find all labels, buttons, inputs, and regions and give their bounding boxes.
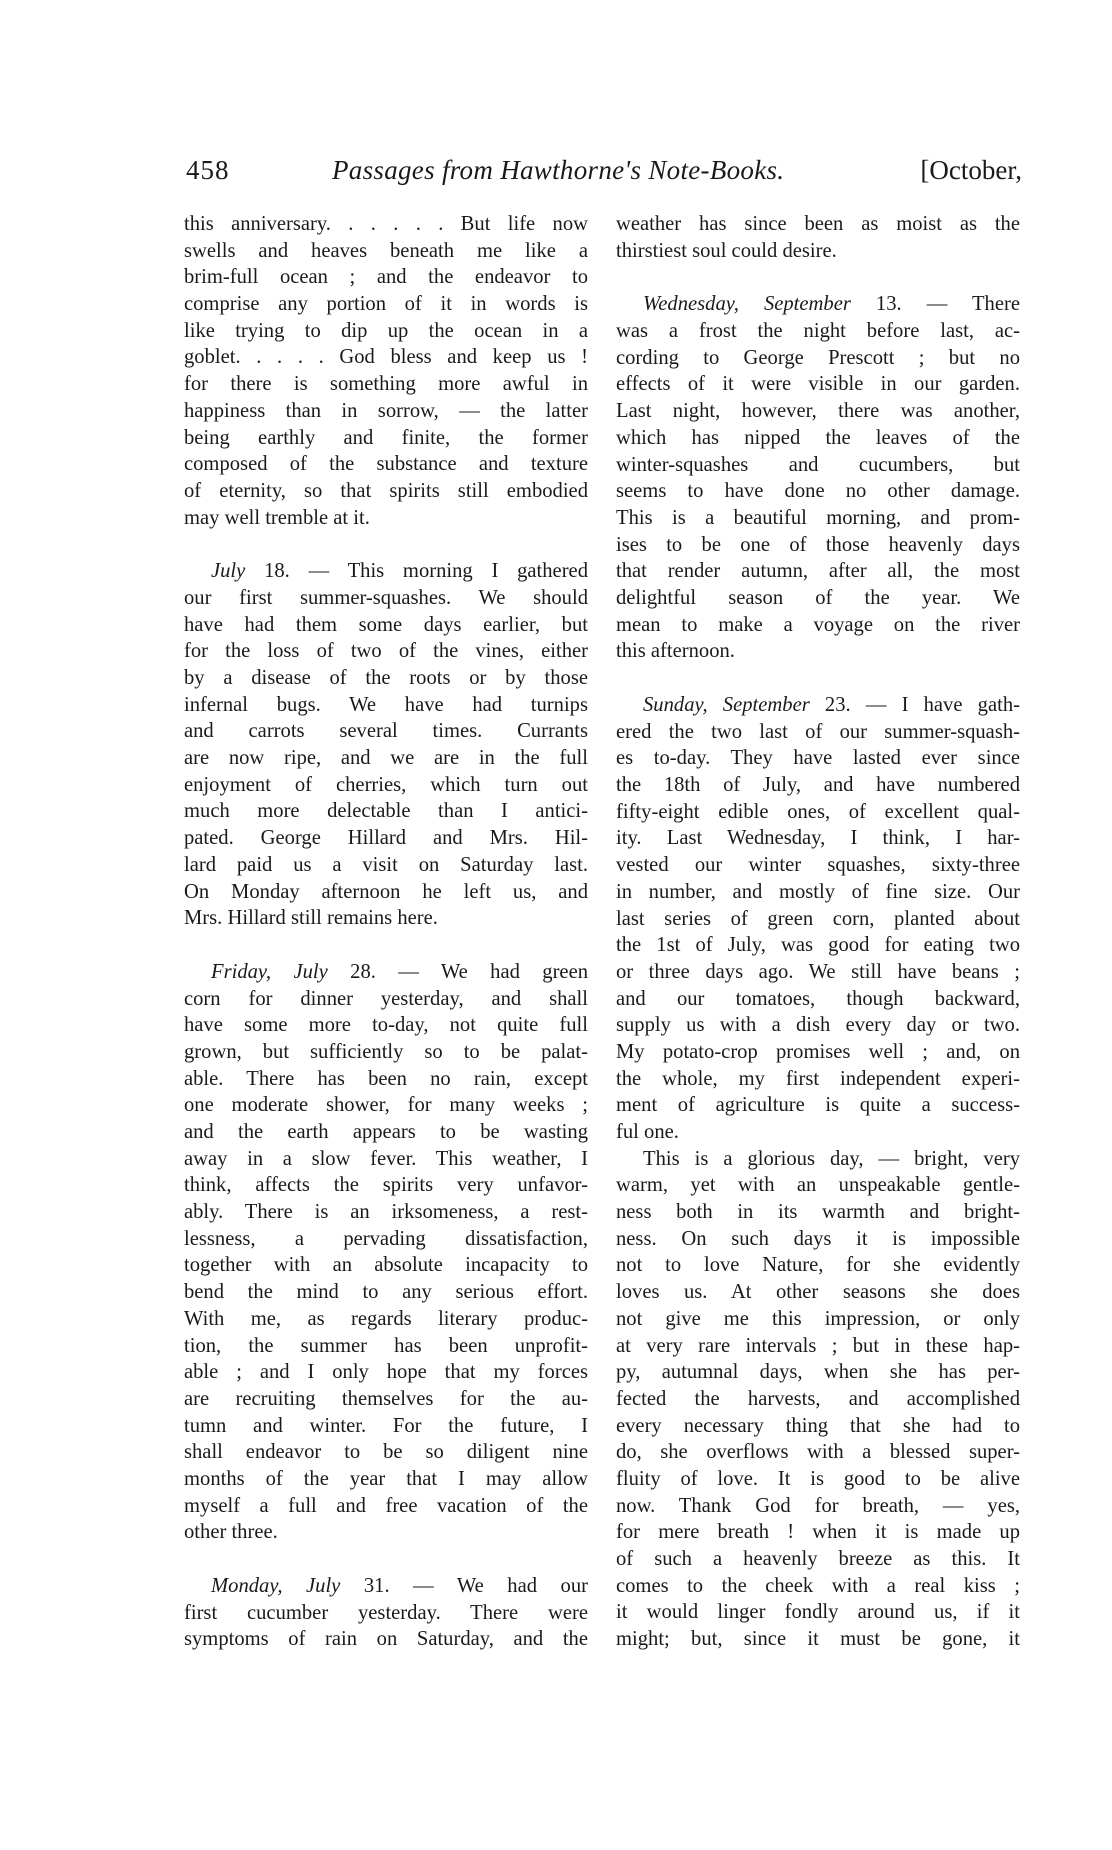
text-line: loves us. At other seasons she does — [616, 1281, 1020, 1304]
entry-first-line-text: 13. — There — [875, 293, 1020, 316]
entry-date: Sunday, September — [643, 694, 810, 716]
text-line: do, she overflows with a blessed super- — [616, 1441, 1020, 1464]
text-line: thirstiest soul could desire. — [616, 239, 837, 262]
text-line: es to-day. They have lasted ever since — [616, 747, 1020, 770]
text-line: by a disease of the roots or by those — [184, 667, 588, 689]
text-line: symptoms of rain on Saturday, and the — [184, 1628, 588, 1651]
text-line: in number, and mostly of fine size. Our — [616, 880, 1020, 903]
text-line: ably. There is an irksomeness, a rest- — [184, 1201, 588, 1224]
text-line: infernal bugs. We have had turnips — [184, 693, 588, 716]
text-line: bend the mind to any serious effort. — [184, 1281, 588, 1304]
text-line: ness both in its warmth and bright- — [616, 1201, 1020, 1224]
text-line: which has nipped the leaves of the — [616, 426, 1020, 449]
journal-entry — [616, 211, 1020, 264]
text-line: for mere breath ! when it is made up — [616, 1521, 1020, 1544]
text-line: and carrots several times. Currants — [184, 720, 588, 743]
text-line: fifty-eight edible ones, of excellent qual- — [616, 800, 1020, 823]
text-line: fected the harvests, and accomplished — [616, 1387, 1020, 1410]
text-line: warm, yet with an unspeakable gentle- — [616, 1174, 1020, 1197]
text-line: together with an absolute incapacity to — [184, 1254, 588, 1277]
text-line: My potato-crop promises well ; and, on — [616, 1040, 1020, 1063]
journal-entry — [184, 211, 588, 531]
left-column — [184, 211, 588, 1680]
entry-first-line — [184, 558, 588, 585]
text-line: comes to the cheek with a real kiss ; — [616, 1574, 1020, 1597]
text-line: might; but, since it must be gone, it — [616, 1628, 1020, 1651]
text-line: are recruiting themselves for the au- — [184, 1387, 588, 1410]
text-line: last series of green corn, planted about — [616, 907, 1020, 930]
text-line: first cucumber yesterday. There were — [184, 1601, 588, 1624]
text-line: at very rare intervals ; but in these hap- — [616, 1334, 1020, 1357]
text-line: swells and heaves beneath me like a — [184, 239, 588, 262]
text-line: This is a beautiful morning, and prom- — [616, 506, 1020, 529]
text-line: or three days ago. We still have beans ; — [616, 960, 1020, 983]
text-line: it would linger fondly around us, if it — [616, 1601, 1020, 1624]
text-line: composed of the substance and texture — [184, 453, 588, 476]
page-header — [186, 152, 1022, 188]
text-line: now. Thank God for breath, — yes, — [616, 1494, 1020, 1517]
text-line: ity. Last Wednesday, I think, I har- — [616, 827, 1020, 850]
text-line: ness. On such days it is impossible — [616, 1227, 1020, 1250]
text-line: may well tremble at it. — [184, 506, 370, 529]
text-line: With me, as regards literary produc- — [184, 1307, 588, 1330]
entry-first-line — [616, 692, 1020, 719]
text-line: enjoyment of cherries, which turn out — [184, 773, 588, 796]
journal-entry — [184, 1573, 588, 1653]
text-line: Last night, however, there was another, — [616, 400, 1020, 423]
text-line: for the loss of two of the vines, either — [184, 640, 588, 663]
text-line: months of the year that I may allow — [184, 1467, 588, 1490]
entry-first-line — [184, 1573, 588, 1600]
text-line: mean to make a voyage on the river — [616, 613, 1020, 636]
running-title: Passages from Hawthorne's Note-Books. — [332, 155, 785, 185]
text-line: delightful season of the year. We — [616, 586, 1020, 609]
text-line: winter-squashes and cucumbers, but — [616, 453, 1020, 476]
text-line: every necessary thing that she had to — [616, 1414, 1020, 1437]
text-line: able. There has been no rain, except — [184, 1067, 588, 1090]
text-line: happiness than in sorrow, — the latter — [184, 399, 588, 422]
text-line: being earthly and finite, the former — [184, 426, 588, 449]
text-line: have some more to-day, not quite full — [184, 1014, 588, 1037]
text-line: tumn and winter. For the future, I — [184, 1414, 588, 1437]
entry-first-line-text: 28. — We had green — [350, 960, 589, 983]
entry-first-line-text: 18. — This morning I gathered — [264, 560, 588, 583]
entry-first-line-text: 23. — I have gath- — [824, 694, 1020, 716]
text-line: much more delectable than I antici- — [184, 800, 588, 823]
text-line: vested our winter squashes, sixty-three — [616, 854, 1020, 877]
text-line: the whole, my first independent experi- — [616, 1067, 1020, 1090]
journal-entry — [184, 959, 588, 1546]
journal-entry — [184, 558, 588, 932]
page-number: 458 — [186, 155, 230, 185]
entry-date: Friday, July — [211, 960, 328, 983]
text-line: that render autumn, after all, the most — [616, 560, 1020, 583]
text-line: seems to have done no other damage. — [616, 480, 1020, 503]
text-line: think, affects the spirits very unfavor- — [184, 1174, 588, 1197]
text-line: corn for dinner yesterday, and shall — [184, 987, 588, 1010]
text-line: and the earth appears to be wasting — [184, 1121, 588, 1143]
text-line: grown, but sufficiently so to be palat- — [184, 1040, 588, 1063]
text-line: ered the two last of our summer-squash- — [616, 720, 1020, 743]
text-line: brim-full ocean ; and the endeavor to — [184, 266, 588, 289]
text-line: the 18th of July, and have numbered — [616, 774, 1020, 797]
text-line: comprise any portion of it in words is — [184, 293, 588, 316]
text-line: one moderate shower, for many weeks ; — [184, 1094, 588, 1117]
text-line: cording to George Prescott ; but no — [616, 346, 1020, 369]
text-line: On Monday afternoon he left us, and — [184, 880, 588, 903]
text-line: weather has since been as moist as the — [616, 213, 1020, 235]
entry-first-line — [616, 291, 1020, 318]
text-line: are now ripe, and we are in the full — [184, 747, 588, 770]
text-line: of such a heavenly breeze as this. It — [616, 1548, 1020, 1570]
right-column — [616, 211, 1020, 1680]
text-line: our first summer-squashes. We should — [184, 586, 588, 609]
text-line: supply us with a dish every day or two. — [616, 1014, 1020, 1037]
journal-entry — [616, 291, 1020, 665]
text-line: able ; and I only hope that my forces — [184, 1361, 588, 1384]
text-line: ises to be one of those heavenly days — [616, 533, 1020, 556]
text-line: of eternity, so that spirits still embodied — [184, 479, 588, 502]
entry-date: Monday, July — [211, 1575, 341, 1597]
text-line: ment of agriculture is quite a success- — [616, 1094, 1020, 1117]
entry-first-line-text: This is a glorious day, — bright, very — [643, 1147, 1020, 1170]
text-line: lard paid us a visit on Saturday last. — [184, 853, 588, 876]
text-line: shall endeavor to be so diligent nine — [184, 1441, 588, 1464]
text-line: have had them some days earlier, but — [184, 613, 588, 636]
text-line: the 1st of July, was good for eating two — [616, 934, 1020, 957]
entry-date: July — [211, 560, 246, 583]
journal-entry — [616, 1146, 1020, 1653]
text-line: not give me this impression, or only — [616, 1307, 1020, 1330]
text-line: py, autumnal days, when she has per- — [616, 1361, 1020, 1384]
text-line: was a frost the night before last, ac- — [616, 320, 1020, 343]
text-line: for there is something more awful in — [184, 373, 588, 396]
text-line: effects of it were visible in our garden. — [616, 373, 1020, 396]
text-line: tion, the summer has been unprofit- — [184, 1334, 588, 1357]
entry-first-line — [616, 1146, 1020, 1173]
text-line: and our tomatoes, though backward, — [616, 987, 1020, 1010]
entry-date: Wednesday, September — [643, 293, 851, 316]
text-line: this anniversary. . . . . . But life now — [184, 213, 588, 235]
text-line: pated. George Hillard and Mrs. Hil- — [184, 827, 588, 850]
text-line: away in a slow fever. This weather, I — [184, 1147, 588, 1170]
text-line: not to love Nature, for she evidently — [616, 1254, 1020, 1277]
entry-first-line — [184, 959, 588, 986]
entry-first-line-text: 31. — We had our — [363, 1575, 588, 1597]
text-line: goblet. . . . . God bless and keep us ! — [184, 346, 588, 369]
text-line: Mrs. Hillard still remains here. — [184, 907, 438, 930]
text-line: lessness, a pervading dissatisfaction, — [184, 1227, 588, 1250]
text-line: ful one. — [616, 1121, 679, 1143]
text-line: myself a full and free vacation of the — [184, 1494, 588, 1517]
text-line: fluity of love. It is good to be alive — [616, 1467, 1020, 1490]
journal-entry — [616, 692, 1020, 1146]
text-line: like trying to dip up the ocean in a — [184, 319, 588, 342]
text-line: this afternoon. — [616, 640, 735, 663]
running-date: [October, — [920, 155, 1022, 185]
text-line: other three. — [184, 1521, 278, 1544]
